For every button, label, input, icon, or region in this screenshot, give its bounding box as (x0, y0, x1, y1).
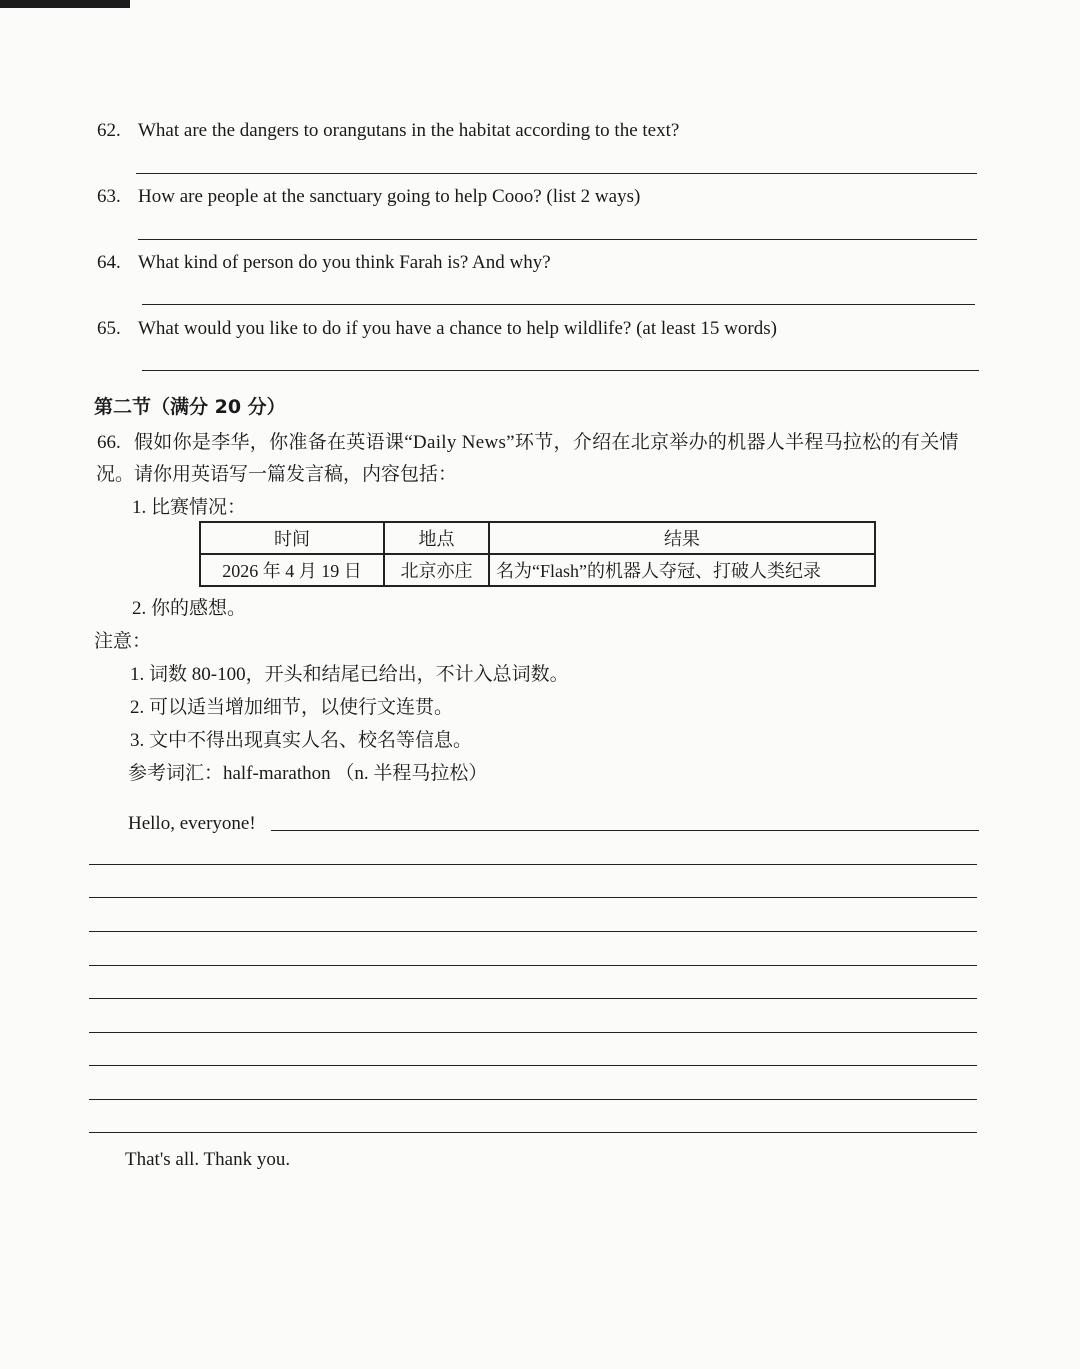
content-item-2: 2. 你的感想。 (132, 598, 247, 619)
writing-line[interactable] (89, 864, 977, 865)
answer-line-62[interactable] (136, 173, 977, 174)
note-2: 2. 可以适当增加细节，以使行文连贯。 (130, 697, 454, 718)
writing-line[interactable] (89, 965, 977, 966)
answer-line-65[interactable] (142, 370, 979, 371)
question-62-number: 62. (97, 120, 121, 141)
essay-ending: That's all. Thank you. (125, 1149, 291, 1170)
writing-line[interactable] (89, 1032, 977, 1033)
reference-vocabulary: 参考词汇：half-marathon （n. 半程马拉松） (128, 763, 488, 784)
answer-line-63[interactable] (138, 239, 977, 240)
table-header-place: 地点 (384, 522, 489, 554)
question-62-text: What are the dangers to orangutans in the habitat according to the text? (138, 120, 680, 141)
table-row (200, 554, 875, 586)
writing-line[interactable] (89, 1065, 977, 1066)
question-65-number: 65. (97, 318, 121, 339)
table-cell-result: 名为“Flash”的机器人夺冠、打破人类纪录 (489, 554, 875, 586)
question-65-text: What would you like to do if you have a chance to help wildlife? (at least 15 words) (138, 318, 777, 339)
writing-line[interactable] (271, 830, 979, 831)
question-66-number: 66. (97, 432, 121, 453)
question-64-number: 64. (97, 252, 121, 273)
answer-line-64[interactable] (142, 304, 975, 305)
table-cell-place: 北京亦庄 (384, 554, 489, 586)
question-64-text: What kind of person do you think Farah is? And why? (138, 252, 551, 273)
table-header-result: 结果 (489, 522, 875, 554)
question-63-text: How are people at the sanctuary going to help Cooo? (list 2 ways) (138, 186, 641, 207)
table-header-row (200, 522, 875, 554)
writing-line[interactable] (89, 998, 977, 999)
notes-title: 注意： (94, 631, 152, 652)
question-66-prompt-line2: 况。请你用英语写一篇发言稿，内容包括： (96, 464, 458, 485)
note-1: 1. 词数 80-100，开头和结尾已给出，不计入总词数。 (130, 664, 569, 685)
essay-opening: Hello, everyone! (128, 813, 256, 834)
table-header-time: 时间 (200, 522, 384, 554)
race-info-table (199, 521, 876, 587)
question-63-number: 63. (97, 186, 121, 207)
writing-line[interactable] (89, 897, 977, 898)
writing-line[interactable] (89, 1132, 977, 1133)
question-66-prompt-line1: 假如你是李华，你准备在英语课“Daily News”环节，介绍在北京举办的机器人半程马拉松的有关情 (134, 432, 959, 453)
section-2-title: 第二节（满分 20 分） (94, 396, 286, 418)
table-cell-time: 2026 年 4 月 19 日 (200, 554, 384, 586)
writing-line[interactable] (89, 931, 977, 932)
content-item-1: 1. 比赛情况： (132, 497, 247, 518)
note-3: 3. 文中不得出现真实人名、校名等信息。 (130, 730, 473, 751)
writing-line[interactable] (89, 1099, 977, 1100)
scan-corner-mark (0, 0, 130, 8)
